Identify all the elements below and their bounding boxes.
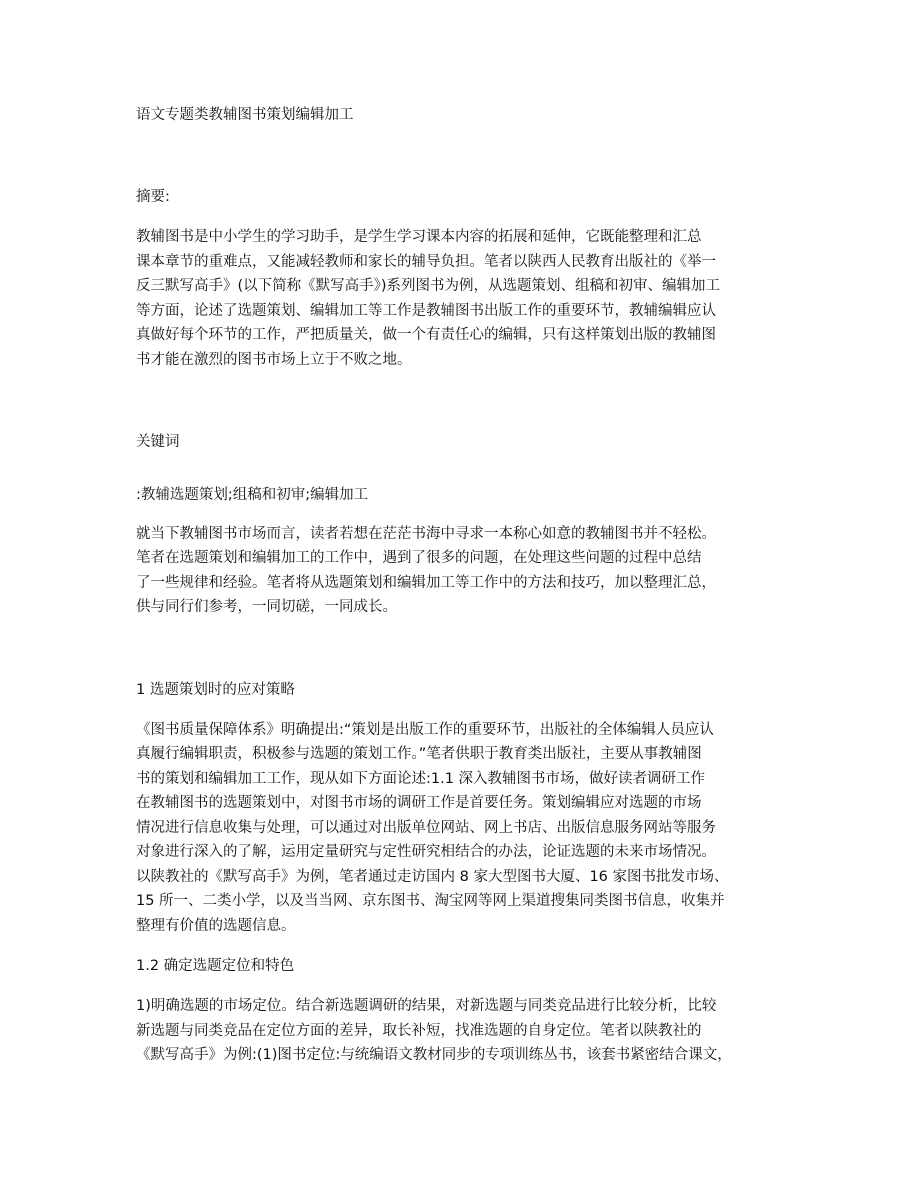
section-1-line: 书的策划和编辑加工工作，现从如下方面论述:1.1 深入教辅图书市场，做好读者调研工作 <box>136 770 706 787</box>
keywords-text: :教辅选题策划;组稿和初审;编辑加工 <box>136 487 369 503</box>
section-1-2-line: 1)明确选题的市场定位。结合新选题调研的结果，对新选题与同类竞品进行比较分析，比较 <box>136 998 717 1014</box>
abstract-line: 等方面，论述了选题策划、编辑加工等工作是教辅图书出版工作的重要环节，教辅编辑应认 <box>136 302 716 319</box>
section-1-line: 15 所一、二类小学，以及当当网、京东图书、淘宝网等网上渠道搜集同类图书信息，收集并 <box>136 893 725 909</box>
section-1-2-line: 《默写高手》为例:(1)图书定位:与统编语文教材同步的专项训练丛书，该套书紧密结合课文， <box>136 1047 732 1063</box>
section-1-line: 以陕教社的《默写高手》为例，笔者通过走访国内 8 家大型图书大厦、16 家图书批发市场、 <box>136 868 729 885</box>
abstract-line: 课本章节的重难点，又能减轻教师和家长的辅导负担。笔者以陕西人民教育出版社的《举一 <box>136 253 716 270</box>
document-body <box>136 103 796 1068</box>
section-1-line: 在教辅图书的选题策划中，对图书市场的调研工作是首要任务。策划编辑应对选题的市场 <box>136 795 702 811</box>
abstract-line: 真做好每个环节的工作，严把质量关，做一个有责任心的编辑，只有这样策划出版的教辅图 <box>136 327 716 343</box>
intro-line: 笔者在选题策划和编辑加工的工作中，遇到了很多的问题，在处理这些问题的过程中总结 <box>136 550 702 566</box>
abstract-line: 反三默写高手》(以下简称《默写高手》)系列图书为例，从选题策划、组稿和初审、编辑加工 <box>136 278 721 294</box>
abstract-paragraph <box>136 225 796 372</box>
keywords-line <box>136 483 796 508</box>
section-1-line: 情况进行信息收集与处理，可以通过对出版单位网站、网上书店、出版信息服务网站等服务 <box>136 819 716 836</box>
intro-line: 就当下教辅图书市场而言，读者若想在茫茫书海中寻求一本称心如意的教辅图书并不轻松。 <box>136 525 716 542</box>
abstract-line: 教辅图书是中小学生的学习助手，是学生学习课本内容的拓展和延伸，它既能整理和汇总 <box>136 229 702 245</box>
section-1-2-paragraph <box>136 994 796 1068</box>
intro-line: 了一些规律和经验。笔者将从选题策划和编辑加工等工作中的方法和技巧，加以整理汇总， <box>136 574 716 591</box>
keywords-label: 关键词 <box>136 434 180 450</box>
section-1-2-line: 新选题与同类竞品在定位方面的差异，取长补短，找准选题的自身定位。笔者以陕教社的 <box>136 1022 702 1039</box>
intro-paragraph <box>136 522 796 620</box>
abstract-line: 书才能在激烈的图书市场上立于不败之地。 <box>136 351 412 368</box>
section-1-paragraph <box>136 718 796 939</box>
document-title: 语文专题类教辅图书策划编辑加工 <box>136 107 354 123</box>
section-1-line: 对象进行深入的了解，运用定量研究与定性研究相结合的办法，论证选题的未来市场情况。 <box>136 844 716 860</box>
abstract-label: 摘要: <box>136 189 170 205</box>
section-1-line: 《图书质量保障体系》明确提出:“策划是出版工作的重要环节，出版社的全体编辑人员应认 <box>136 721 714 738</box>
section-1-heading: 1 选题策划时的应对策略 <box>136 681 295 698</box>
intro-line: 供与同行们参考，一同切磋，一同成长。 <box>136 599 397 615</box>
section-1-2-heading: 1.2 确定选题定位和特色 <box>136 958 295 974</box>
section-1-line: 真履行编辑职责，积极参与选题的策划工作。”笔者供职于教育类出版社，主要从事教辅图 <box>136 746 702 762</box>
section-1-line: 整理有价值的选题信息。 <box>136 917 296 934</box>
